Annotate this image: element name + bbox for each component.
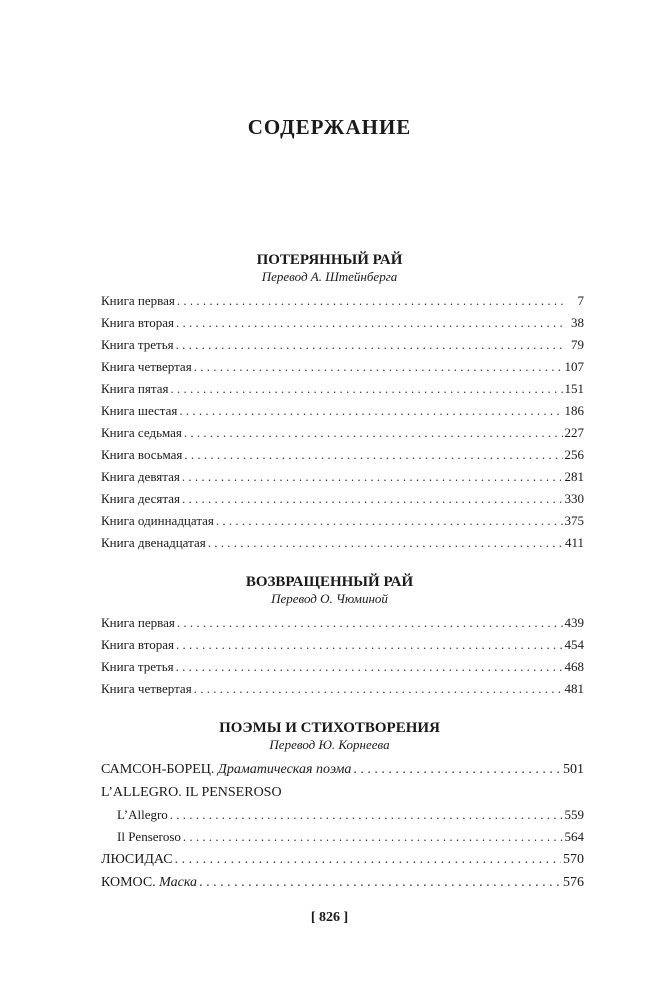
dot-leader bbox=[179, 400, 562, 422]
toc-entry-page: 227 bbox=[564, 425, 584, 440]
toc-group-heading bbox=[101, 781, 584, 804]
toc-entry[interactable] bbox=[117, 826, 584, 848]
toc-entry-label: Книга девятая bbox=[101, 469, 180, 484]
toc-entry-label: САМСОН-БОРЕЦ. Драматическая поэма bbox=[101, 762, 352, 777]
toc-entry-label: Книга вторая bbox=[101, 637, 175, 652]
toc-entry-page: 454 bbox=[564, 637, 584, 652]
dot-leader bbox=[182, 466, 563, 488]
toc-entry[interactable] bbox=[101, 678, 584, 700]
toc-entry[interactable] bbox=[101, 334, 584, 356]
dot-leader bbox=[183, 826, 563, 848]
section-translator: Перевод Ю. Корнеева bbox=[269, 737, 390, 752]
dot-leader bbox=[176, 656, 563, 678]
toc-entry[interactable] bbox=[101, 758, 584, 781]
toc-entry-page: 330 bbox=[564, 491, 584, 506]
toc-entry[interactable] bbox=[101, 444, 584, 466]
toc-entry-label: Книга десятая bbox=[101, 491, 180, 506]
toc-entry-page: 107 bbox=[564, 359, 584, 374]
toc-entry[interactable] bbox=[101, 290, 584, 312]
toc-entry-label: Il Penseroso bbox=[117, 829, 181, 844]
dot-leader bbox=[194, 678, 563, 700]
toc-entry-page: 186 bbox=[564, 403, 584, 418]
toc-entry-page: 439 bbox=[564, 615, 584, 630]
toc-entry-label: Книга седьмая bbox=[101, 425, 182, 440]
toc-section-poems bbox=[0, 719, 659, 894]
dot-leader bbox=[194, 356, 563, 378]
toc-entry-label: Книга шестая bbox=[101, 403, 178, 418]
toc-section-paradise-lost bbox=[0, 251, 659, 554]
toc-entry-label: Книга третья bbox=[101, 659, 174, 674]
dot-leader bbox=[170, 378, 562, 400]
dot-leader bbox=[177, 612, 563, 634]
dot-leader bbox=[175, 848, 561, 871]
toc-entry-label: КОМОС. Маска bbox=[101, 875, 198, 890]
toc-entry[interactable] bbox=[101, 378, 584, 400]
dot-leader bbox=[199, 871, 561, 894]
dot-leader bbox=[182, 488, 563, 510]
toc-entry[interactable] bbox=[101, 656, 584, 678]
toc-entry[interactable] bbox=[101, 488, 584, 510]
dot-leader bbox=[184, 444, 562, 466]
dot-leader bbox=[184, 422, 563, 444]
toc-entry-page: 7 bbox=[577, 293, 584, 308]
toc-entry-label: Книга двенадцатая bbox=[101, 535, 206, 550]
toc-entry[interactable] bbox=[101, 312, 584, 334]
toc-entry-page: 151 bbox=[564, 381, 584, 396]
toc-entry-label: Книга четвертая bbox=[101, 681, 192, 696]
toc-section-paradise-regained bbox=[0, 573, 659, 700]
toc-entry[interactable] bbox=[101, 466, 584, 488]
toc-entry[interactable] bbox=[101, 848, 584, 871]
toc-entry-page: 570 bbox=[563, 852, 584, 867]
section-title: ПОЭМЫ И СТИХОТВОРЕНИЯ bbox=[219, 720, 440, 736]
toc-entry-page: 481 bbox=[564, 681, 584, 696]
toc-entry-label: L’Allegro bbox=[117, 807, 168, 822]
toc-entry-label: Книга одиннадцатая bbox=[101, 513, 214, 528]
toc-entry-page: 501 bbox=[563, 762, 584, 777]
dot-leader bbox=[176, 334, 564, 356]
toc-entry-label: Книга первая bbox=[101, 293, 175, 308]
toc-entry-label: ЛЮСИДАС bbox=[101, 852, 173, 867]
toc-entry-label: Книга третья bbox=[101, 337, 174, 352]
toc-entry-page: 576 bbox=[563, 875, 584, 890]
toc-entry[interactable] bbox=[101, 634, 584, 656]
toc-entry-label: Книга вторая bbox=[101, 315, 175, 330]
toc-entry[interactable] bbox=[117, 804, 584, 826]
toc-entry-label: Книга пятая bbox=[101, 381, 169, 396]
toc-entry-genre: Маска bbox=[159, 875, 198, 890]
dot-leader bbox=[176, 634, 562, 656]
section-translator: Перевод А. Штейнберга bbox=[261, 269, 398, 284]
dot-leader bbox=[170, 804, 563, 826]
toc-entry-page: 38 bbox=[571, 315, 584, 330]
toc-entry-page: 281 bbox=[564, 469, 584, 484]
toc-entry[interactable] bbox=[101, 510, 584, 532]
section-title: ВОЗВРАЩЕННЫЙ РАЙ bbox=[245, 574, 414, 590]
dot-leader bbox=[177, 290, 564, 312]
toc-entry-page: 79 bbox=[571, 337, 584, 352]
section-title: ПОТЕРЯННЫЙ РАЙ bbox=[256, 252, 403, 268]
toc-entry-page: 559 bbox=[564, 807, 584, 822]
toc-entry-label: Книга четвертая bbox=[101, 359, 192, 374]
dot-leader bbox=[353, 758, 561, 781]
toc-entry-label: L’ALLEGRO. IL PENSEROSO bbox=[101, 785, 282, 800]
toc-entry-page: 375 bbox=[564, 513, 584, 528]
toc-entry[interactable] bbox=[101, 400, 584, 422]
dot-leader bbox=[208, 532, 563, 554]
toc-entry-label: Книга первая bbox=[101, 615, 175, 630]
toc-entry-page: 411 bbox=[564, 535, 584, 550]
toc-entry[interactable] bbox=[101, 422, 584, 444]
dot-leader bbox=[216, 510, 563, 532]
toc-entry[interactable] bbox=[101, 356, 584, 378]
toc-entry-page: 256 bbox=[564, 447, 584, 462]
dot-leader bbox=[176, 312, 564, 334]
toc-entry-page: 564 bbox=[564, 829, 584, 844]
toc-entry[interactable] bbox=[101, 871, 584, 894]
page-title: СОДЕРЖАНИЕ bbox=[247, 115, 412, 139]
toc-entry-page: 468 bbox=[564, 659, 584, 674]
section-translator: Перевод О. Чюминой bbox=[271, 591, 388, 606]
toc-entry[interactable] bbox=[101, 532, 584, 554]
toc-entry-genre: Драматическая поэма bbox=[217, 762, 352, 777]
toc-entry[interactable] bbox=[101, 612, 584, 634]
page-number: [ 826 ] bbox=[310, 910, 349, 925]
toc-entry-label: Книга восьмая bbox=[101, 447, 183, 462]
